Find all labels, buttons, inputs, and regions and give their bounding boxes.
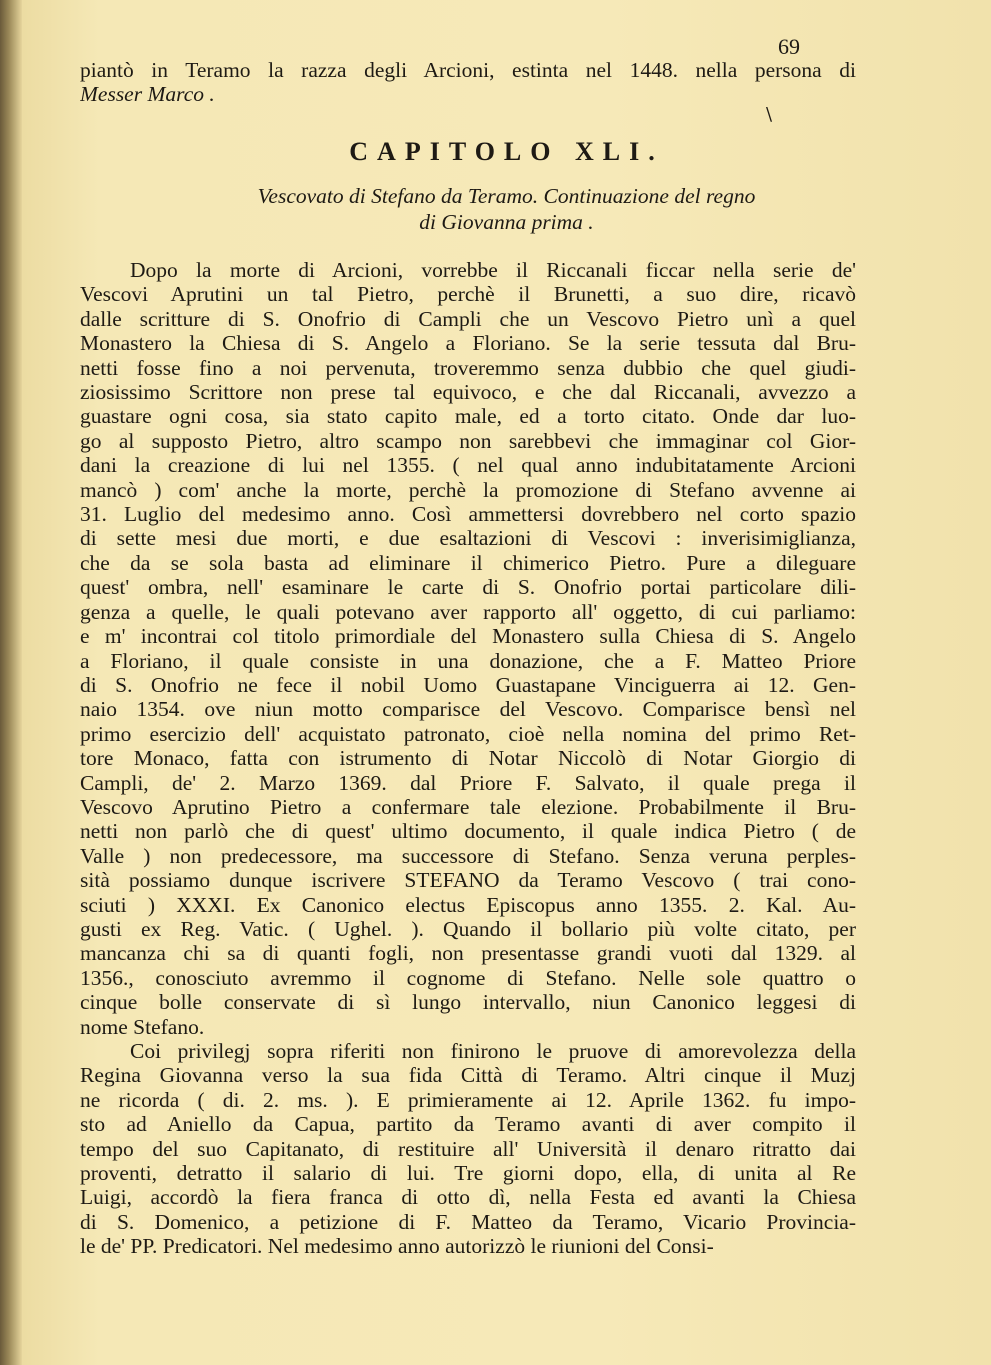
paragraph-1 <box>80 258 856 1039</box>
text-line: di S. Domenico, a petizione di F. Matteo da Teramo, Vicario Provincia- <box>80 1209 856 1234</box>
text-line: le de' PP. Predicatori. Nel medesimo anno autorizzò le riunioni del Consi- <box>80 1234 714 1259</box>
carry-over-line: piantò in Teramo la razza degli Arcioni, estinta nel 1448. nella persona di <box>80 58 856 82</box>
text-line: proventi, detratto il salario di lui. Tre giorni dopo, ella, di unita al Re <box>80 1161 856 1186</box>
text-line: mancò ) com' anche la morte, perchè la promozione di Stefano avvenne ai <box>80 477 856 502</box>
text-line: gusti ex Reg. Vatic. ( Ughel. ). Quando il bollario più volte citato, per <box>80 916 856 941</box>
text-line: Valle ) non predecessore, ma successore di Stefano. Senza veruna perples- <box>80 843 856 868</box>
text-line: Monastero la Chiesa di S. Angelo a Floriano. Se la serie tessuta dal Bru- <box>80 331 856 356</box>
carry-over-text <box>80 58 856 107</box>
text-line: mancanza chi sa di quanti fogli, non presentasse grandi vuoti dal 1329. al <box>80 941 856 966</box>
text-line: di sette mesi due morti, e due esaltazioni di Vescovi : inverisimiglianza, <box>80 526 856 551</box>
text-line: 31. Luglio del medesimo anno. Così ammettersi dovrebbero nel corto spazio <box>80 502 856 527</box>
text-line: Vescovo Aprutino Pietro a confermare tale elezione. Probabilmente il Bru- <box>80 794 856 819</box>
text-line: tempo del suo Capitanato, di restituire all' Università il denaro ritratto dai <box>80 1136 856 1161</box>
text-line: Coi privilegj sopra riferiti non finirono le pruove di amorevolezza della <box>130 1039 856 1063</box>
scan-binding-edge <box>0 0 22 1365</box>
text-line: naio 1354. ove niun motto comparisce del Vescovo. Comparisce bensì nel <box>80 697 856 722</box>
text-line: Campli, de' 2. Marzo 1369. dal Priore F. Salvato, il quale prega il <box>80 770 856 795</box>
paragraph-2 <box>80 1039 856 1259</box>
text-line: dalle scritture di S. Onofrio di Campli che un Vescovo Pietro unì a quel <box>80 306 856 331</box>
stray-ink-mark: \ <box>766 104 773 125</box>
text-line: cinque bolle conservate di sì lungo intervallo, niun Canonico leggesi di <box>80 990 856 1015</box>
chapter-subtitle <box>22 183 991 235</box>
text-line: tore Monaco, fatta con istrumento di Notar Niccolò di Notar Giorgio di <box>80 746 856 771</box>
chapter-subtitle-line: di Giovanna prima . <box>419 210 594 234</box>
text-line: sto ad Aniello da Capua, partito da Teramo avanti di aver compito il <box>80 1112 856 1137</box>
text-line: 1356., conosciuto avremmo il cognome di Stefano. Nelle sole quattro o <box>80 965 856 990</box>
text-line: Dopo la morte di Arcioni, vorrebbe il Riccanali ficcar nella serie de' <box>130 258 856 282</box>
text-line: che da se sola basta ad eliminare il chimerico Pietro. Pure a dileguare <box>80 550 856 575</box>
text-line: ziosissimo Scrittore non prese tal equivoco, e che dal Riccanali, avvezzo a <box>80 380 856 405</box>
text-line: ne ricorda ( di. 2. ms. ). E primieramente ai 12. Aprile 1362. fu impo- <box>80 1087 856 1112</box>
text-line: nome Stefano. <box>80 1014 205 1039</box>
text-line: Vescovi Aprutini un tal Pietro, perchè il Brunetti, a suo dire, ricavò <box>80 282 856 307</box>
text-line: Luigi, accordò la fiera franca di otto dì, nella Festa ed avanti la Chiesa <box>80 1185 856 1210</box>
chapter-subtitle-line: Vescovato di Stefano da Teramo. Continuazione del regno <box>257 184 756 208</box>
text-line: e m' incontrai col titolo primordiale del Monastero sulla Chiesa di S. Angelo <box>80 624 856 649</box>
text-line: primo esercizio dell' acquistato patronato, cioè nella nomina del primo Ret- <box>80 721 856 746</box>
text-line: netti non parlò che di quest' ultimo documento, il quale indica Pietro ( de <box>80 819 856 844</box>
text-line: Regina Giovanna verso la sua fida Città di Teramo. Altri cinque il Muzj <box>80 1063 856 1088</box>
carry-over-line: Messer Marco . <box>80 82 215 107</box>
text-line: quest' ombra, nell' esaminare le carte di S. Onofrio portai particolare dili- <box>80 575 856 600</box>
chapter-title: CAPITOLO XLI. <box>349 137 664 166</box>
text-line: sità possiamo dunque iscrivere STEFANO da Teramo Vescovo ( trai cono- <box>80 868 856 893</box>
text-line: a Floriano, il quale consiste in una donazione, che a F. Matteo Priore <box>80 648 856 673</box>
text-line: sciuti ) XXXI. Ex Canonico electus Episcopus anno 1355. 2. Kal. Au- <box>80 892 856 917</box>
page-number: 69 <box>778 34 800 59</box>
text-line: go al supposto Pietro, altro scampo non sarebbevi che immaginar col Gior- <box>80 428 856 453</box>
text-line: di S. Onofrio ne fece il nobil Uomo Guastapane Vinciguerra ai 12. Gen- <box>80 672 856 697</box>
text-line: genza a quelle, le quali potevano aver rapporto all' oggetto, di cui parliamo: <box>80 599 856 624</box>
body-text <box>80 258 856 1259</box>
text-line: dani la creazione di lui nel 1355. ( nel qual anno indubitatamente Arcioni <box>80 453 856 478</box>
text-line: guastare ogni cosa, sia stato capito male, ed a torto citato. Onde dar luo- <box>80 404 856 429</box>
text-line: netti fosse fino a noi pervenuta, troveremmo senza dubbio che quel giudi- <box>80 355 856 380</box>
